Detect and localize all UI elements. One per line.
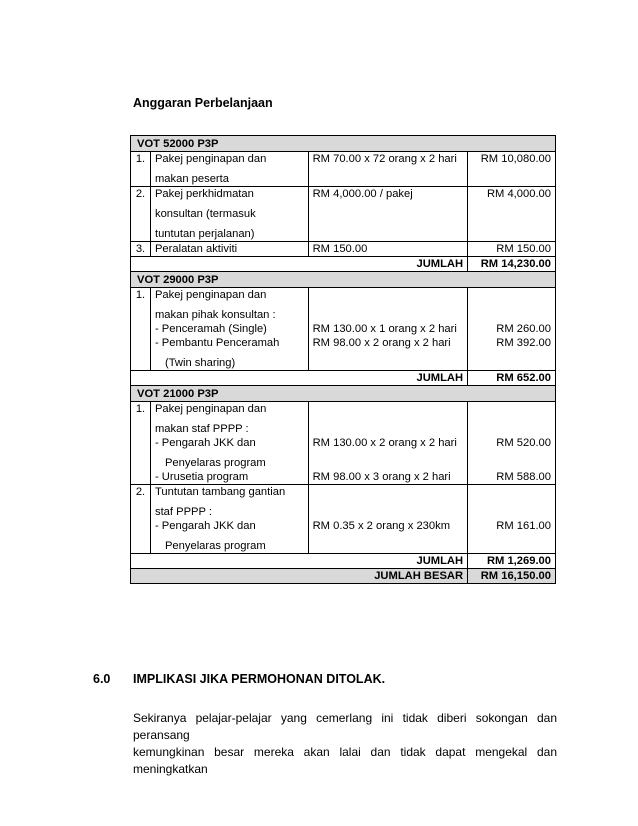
paragraph-line: Sekiranya pelajar-pelajar yang cemerlang ini tidak diberi sokongan dan peransang	[133, 711, 557, 742]
grand-total-row: JUMLAH BESAR RM 16,150.00	[131, 569, 556, 584]
table-row: 2. Tuntutan tambang gantian staf PPPP : - Pengarah JKK dan Penyelaras program RM 0.35 x 2 orang x 230km RM 161.00	[131, 485, 556, 554]
table-row: 2. Pakej perkhidmatan konsultan (termasuk tuntutan perjalanan) RM 4,000.00 / pakej RM 4,000.00	[131, 187, 556, 242]
table-row: 1. Pakej penginapan dan makan peserta RM 70.00 x 72 orang x 2 hari RM 10,080.00	[131, 152, 556, 187]
paragraph-line: kemungkinan besar mereka akan lalai dan tidak dapat mengekal dan meningkatkan	[133, 745, 557, 776]
budget-table	[130, 135, 556, 584]
budget-heading: Anggaran Perbelanjaan	[133, 96, 273, 110]
table-row: 1. Pakej penginapan dan makan staf PPPP : - Pengarah JKK dan Penyelaras program - Urusetia program RM 130.00 x 2 orang x 2 hari RM 98.00 x 3 orang x 2 hari RM 520.00 RM 588.00	[131, 402, 556, 485]
table-row: 1. Pakej penginapan dan makan pihak konsultan : - Penceramah (Single) - Pembantu Penceramah (Twin sharing) RM 130.00 x 1 orang x 2 hari RM 98.00 x 2 orang x 2 hari RM 260.00 RM 392.00	[131, 288, 556, 371]
section-total-row: JUMLAH RM 1,269.00	[131, 554, 556, 569]
section-title: IMPLIKASI JIKA PERMOHONAN DITOLAK.	[133, 672, 386, 686]
section-header: VOT 21000 P3P	[131, 386, 556, 402]
section-header: VOT 29000 P3P	[131, 272, 556, 288]
section-header: VOT 52000 P3P	[131, 136, 556, 152]
section-total-row: JUMLAH RM 652.00	[131, 371, 556, 386]
section-number: 6.0	[93, 672, 111, 686]
section-paragraph	[133, 710, 557, 778]
table-row: 3. Peralatan aktiviti RM 150.00 RM 150.00	[131, 242, 556, 257]
section-total-row: JUMLAH RM 14,230.00	[131, 257, 556, 272]
